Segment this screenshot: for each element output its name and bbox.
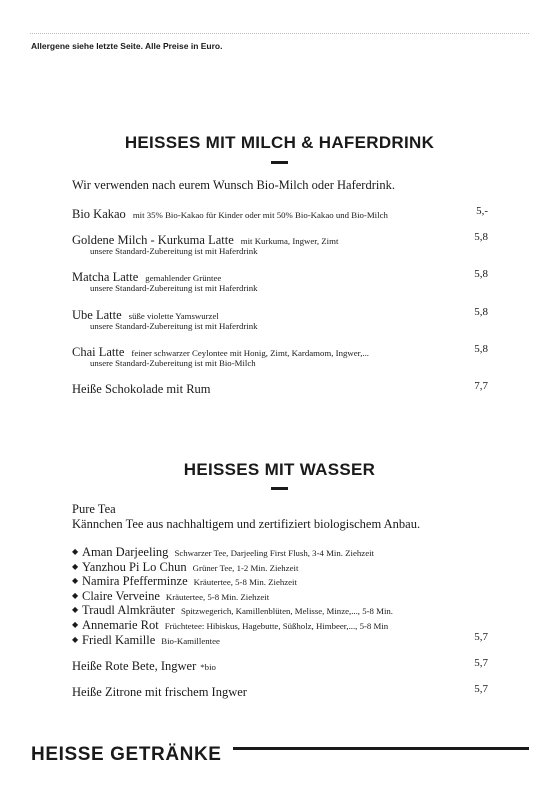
item-price: 5,- xyxy=(476,205,488,217)
tea-name: Claire Verveine xyxy=(82,588,160,603)
diamond-bullet-icon: ◆ xyxy=(72,634,79,644)
water-intro-line2: Kännchen Tee aus nachhaltigem und zertifiziert biologischem Anbau. xyxy=(72,517,421,531)
allergen-note: Allergene siehe letzte Seite. Alle Preise in Euro. xyxy=(31,41,223,51)
diamond-bullet-icon: ◆ xyxy=(72,605,79,615)
menu-item xyxy=(72,683,488,698)
item-subnote: unsere Standard-Zubereitung ist mit Haferdrink xyxy=(90,246,258,256)
tea-item xyxy=(72,558,488,573)
item-name: Chai Latte xyxy=(72,345,125,359)
tea-name: Annemarie Rot xyxy=(82,617,159,632)
item-price: 5,8 xyxy=(474,306,488,318)
tea-item xyxy=(72,543,488,558)
item-price: 5,7 xyxy=(474,657,488,669)
item-price: 5,7 xyxy=(474,683,488,695)
tea-price: 5,7 xyxy=(474,630,488,643)
tea-name: Namira Pfefferminze xyxy=(82,574,188,589)
item-name: Heiße Rote Bete, Ingwer xyxy=(72,659,197,673)
milk-title-dash xyxy=(271,161,288,164)
menu-item xyxy=(72,268,488,293)
tea-item xyxy=(72,601,488,616)
item-price: 5,8 xyxy=(474,343,488,355)
tea-desc: Grüner Tee, 1-2 Min. Ziehzeit xyxy=(192,562,299,573)
item-price: 5,8 xyxy=(474,231,488,243)
water-title-dash xyxy=(271,487,288,490)
water-section-title: HEISSES MIT WASSER xyxy=(183,460,376,479)
item-name: Ube Latte xyxy=(72,308,122,322)
page-footer-title: HEISSE GETRÄNKE xyxy=(31,744,222,765)
item-name: Bio Kakao xyxy=(72,207,126,221)
item-name: Heiße Schokolade mit Rum xyxy=(72,382,211,396)
menu-item xyxy=(72,205,488,220)
tea-desc: Spitzwegerich, Kamillenblüten, Melisse, Minze,..., 5-8 Min. xyxy=(180,606,393,617)
tea-desc: Früchtetee: Hibiskus, Hagebutte, Süßholz, Himbeer,..., 5-8 Min xyxy=(164,620,389,631)
menu-item xyxy=(72,306,488,331)
item-name: Matcha Latte xyxy=(72,270,139,284)
item-subnote: unsere Standard-Zubereitung ist mit Bio-Milch xyxy=(90,358,256,368)
diamond-bullet-icon: ◆ xyxy=(72,561,79,571)
menu-item xyxy=(72,380,488,395)
diamond-bullet-icon: ◆ xyxy=(72,547,79,556)
tea-item xyxy=(72,631,488,646)
item-desc: süße violette Yamswurzel xyxy=(128,311,219,321)
tea-name: Aman Darjeeling xyxy=(82,545,169,559)
item-name: Goldene Milch - Kurkuma Latte xyxy=(72,233,234,247)
milk-intro: Wir verwenden nach eurem Wunsch Bio-Milch oder Haferdrink. xyxy=(72,178,395,192)
tea-name: Traudl Almkräuter xyxy=(82,603,175,618)
diamond-bullet-icon: ◆ xyxy=(72,576,79,586)
item-desc: *bio xyxy=(200,662,216,672)
top-divider xyxy=(30,33,529,34)
menu-item xyxy=(72,231,488,256)
diamond-bullet-icon: ◆ xyxy=(72,590,79,600)
item-name: Heiße Zitrone mit frischem Ingwer xyxy=(72,685,247,699)
footer-rule xyxy=(233,747,529,750)
diamond-bullet-icon: ◆ xyxy=(72,619,79,629)
item-desc: gemahlender Grüntee xyxy=(145,273,222,283)
tea-item xyxy=(72,587,488,602)
tea-list xyxy=(72,543,488,645)
menu-item xyxy=(72,657,488,672)
item-subnote: unsere Standard-Zubereitung ist mit Haferdrink xyxy=(90,321,258,331)
menu-item xyxy=(72,343,488,368)
item-desc: mit 35% Bio-Kakao für Kinder oder mit 50% Bio-Kakao und Bio-Milch xyxy=(132,210,388,220)
item-subnote: unsere Standard-Zubereitung ist mit Haferdrink xyxy=(90,283,258,293)
tea-desc: Kräutertee, 5-8 Min. Ziehzeit xyxy=(165,591,270,602)
tea-name: Yanzhou Pi Lo Chun xyxy=(82,559,187,574)
item-desc: feiner schwarzer Ceylontee mit Honig, Zimt, Kardamom, Ingwer,... xyxy=(131,348,369,358)
tea-item xyxy=(72,616,488,631)
tea-desc: Schwarzer Tee, Darjeeling First Flush, 3-4 Min. Ziehzeit xyxy=(174,548,374,558)
tea-name: Friedl Kamille xyxy=(82,632,156,647)
item-desc: mit Kurkuma, Ingwer, Zimt xyxy=(240,236,339,246)
item-price: 7,7 xyxy=(474,380,488,392)
milk-section-title: HEISSES MIT MILCH & HAFERDRINK xyxy=(124,133,435,152)
item-price: 5,8 xyxy=(474,268,488,280)
tea-item xyxy=(72,572,488,587)
water-intro-line1: Pure Tea xyxy=(72,502,116,516)
tea-desc: Kräutertee, 5-8 Min. Ziehzeit xyxy=(193,577,297,588)
tea-desc: Bio-Kamillentee xyxy=(161,635,220,646)
